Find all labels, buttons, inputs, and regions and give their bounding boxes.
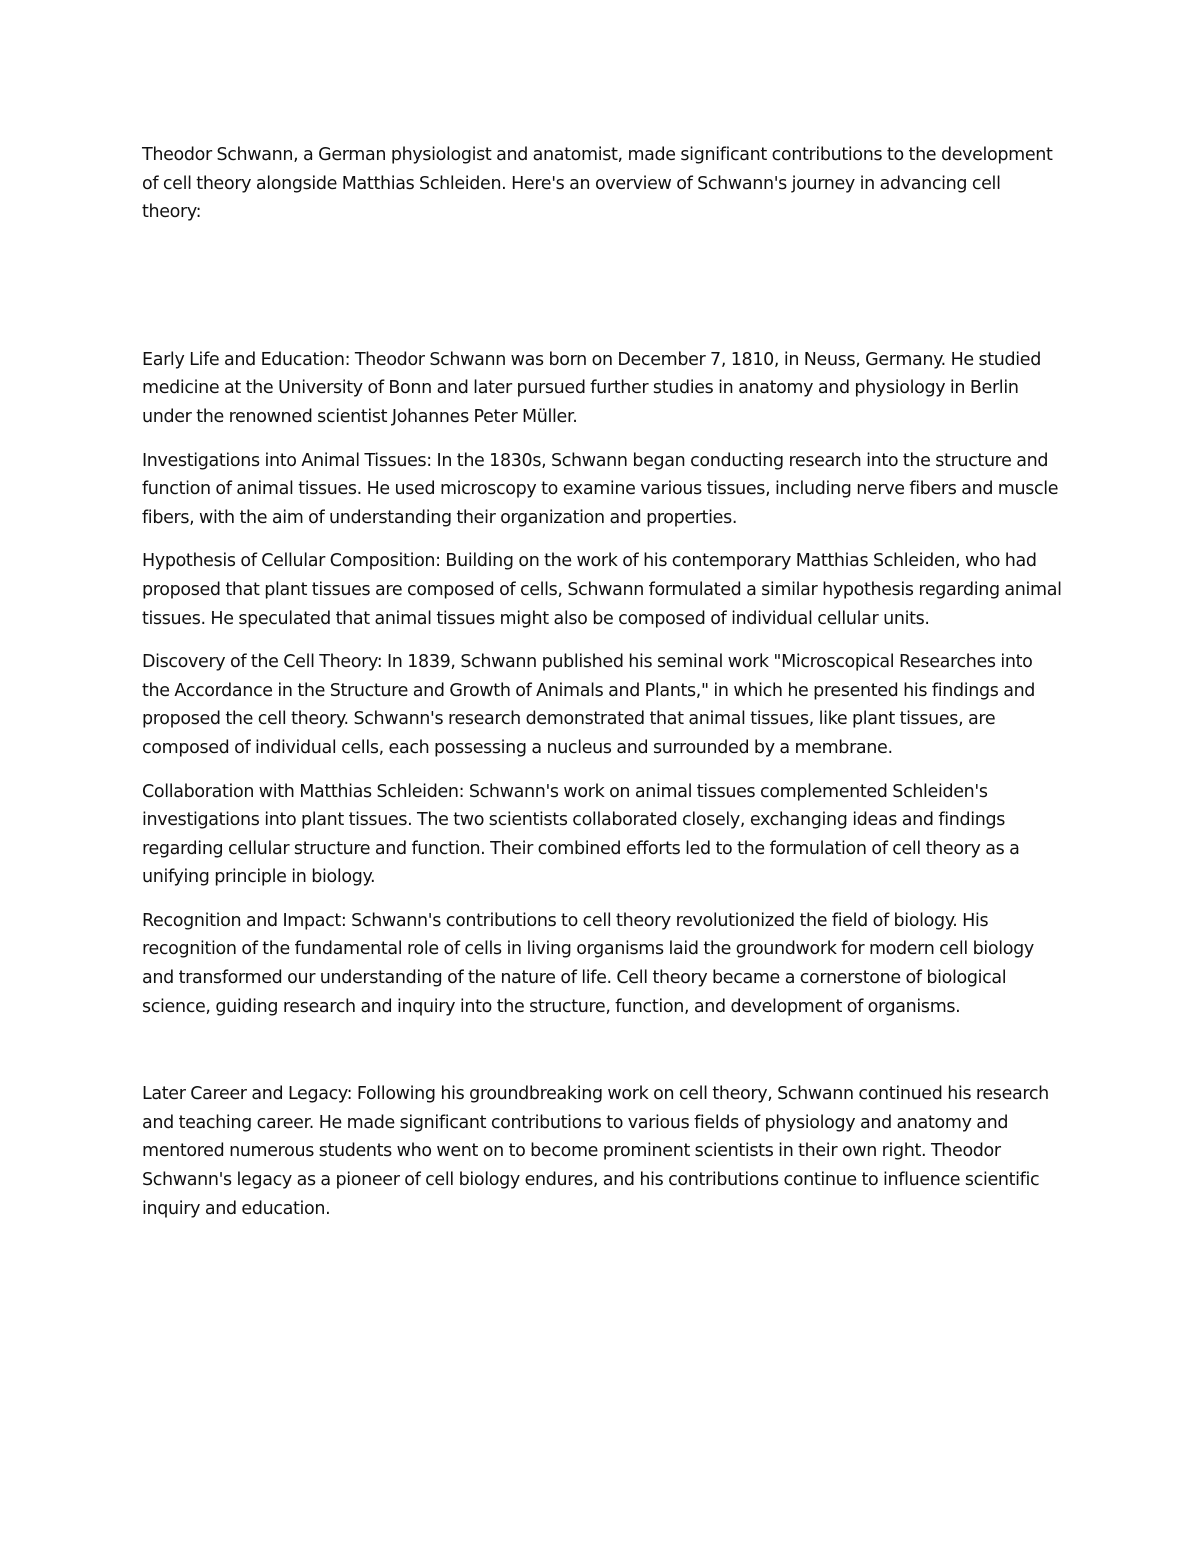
blank-space (142, 1021, 1062, 1080)
blank-space (142, 227, 1062, 346)
section-discovery: Discovery of the Cell Theory: In 1839, Schwann published his seminal work "Microscopical Researches into the Accordance in the Structure and Growth of Animals and Plants," in which he presented his findings and proposed the cell theory. Schwann's research demonstrated that animal tissues, like plant tissues, are composed of individual cells, each possessing a nucleus and surrounded by a membrane. (142, 652, 1036, 758)
section-recognition: Recognition and Impact: Schwann's contributions to cell theory revolutionized the field of biology. His recognition of the fundamental role of cells in living organisms laid the groundwork for modern cell biology and transformed our understanding of the nature of life. Cell theory became a cornerstone of biological science, guiding research and inquiry into the structure, function, and development of organisms. (142, 910, 1034, 1017)
document-body (142, 141, 1062, 1223)
section-later-career: Later Career and Legacy: Following his groundbreaking work on cell theory, Schwann continued his research and teaching career. He made significant contributions to various fields of physiology and anatomy and mentored numerous students who went on to become prominent scientists in their own right. Theodor Schwann's legacy as a pioneer of cell biology endures, and his contributions continue to influence scientific inquiry and education. (142, 1084, 1049, 1219)
section-animal-tissues: Investigations into Animal Tissues: In the 1830s, Schwann began conducting research into the structure and function of animal tissues. He used microscopy to examine various tissues, including nerve fibers and muscle fibers, with the aim of understanding their organization and properties. (142, 450, 1059, 528)
section-collaboration: Collaboration with Matthias Schleiden: Schwann's work on animal tissues complemented Schleiden's investigations into plant tissues. The two scientists collaborated closely, exchanging ideas and findings regarding cellular structure and function. Their combined efforts led to the formulation of cell theory as a unifying principle in biology. (142, 781, 1020, 888)
section-hypothesis: Hypothesis of Cellular Composition: Building on the work of his contemporary Matthias Schleiden, who had proposed that plant tissues are composed of cells, Schwann formulated a similar hypothesis regarding animal tissues. He speculated that animal tissues might also be composed of individual cellular units. (142, 551, 1062, 629)
section-early-life: Early Life and Education: Theodor Schwann was born on December 7, 1810, in Neuss, Germany. He studied medicine at the University of Bonn and later pursued further studies in anatomy and physiology in Berlin under the renowned scientist Johannes Peter Müller. (142, 349, 1041, 427)
intro-paragraph: Theodor Schwann, a German physiologist and anatomist, made significant contributions to the development of cell theory alongside Matthias Schleiden. Here's an overview of Schwann's journey in advancing cell theory: (142, 145, 1053, 223)
